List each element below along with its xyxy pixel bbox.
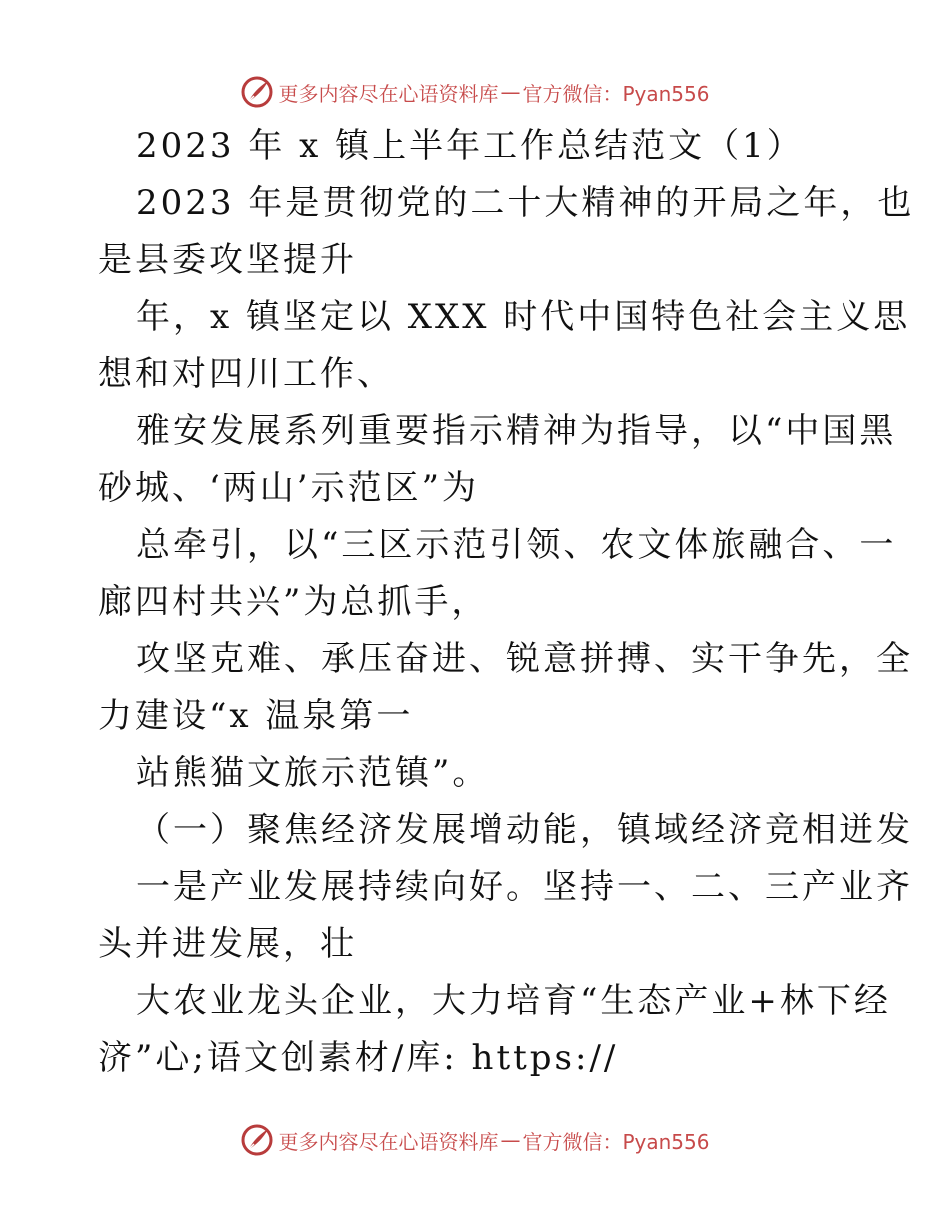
document-line: 廊四村共兴”为总抓手， (98, 582, 489, 622)
document-line: 总牵引，以“三区示范引领、农文体旅融合、一 (136, 525, 897, 565)
document-body (98, 118, 915, 1087)
document-line: 2023 年 x 镇上半年工作总结范文（1） (136, 126, 804, 166)
document-line: 站熊猫文旅示范镇”。 (136, 753, 490, 793)
document-line: （一）聚焦经济发展增动能，镇域经济竞相迸发 (136, 810, 913, 850)
watermark-text: 更多内容尽在心语资料库 (278, 1129, 499, 1154)
document-line: 是县委攻坚提升 (98, 240, 357, 280)
watermark-contact: 官方微信：Pyan556 (522, 1129, 710, 1154)
document-line: 攻坚克难、承压奋进、锐意拼搏、实干争先，全 (136, 639, 913, 679)
document-line: 头并进发展，壮 (98, 924, 357, 964)
document-line: 砂城、‘两山’示范区”为 (98, 468, 479, 508)
watermark-banner-bottom (0, 1120, 950, 1160)
quill-logo-icon (240, 1123, 274, 1157)
document-line: 一是产业发展持续向好。坚持一、二、三产业齐 (136, 867, 913, 907)
document-line: 年，x 镇坚定以 XXX 时代中国特色社会主义思 (136, 297, 911, 337)
watermark-banner-top (0, 72, 950, 112)
document-line: 力建设“x 温泉第一 (98, 696, 414, 736)
watermark-separator: — (500, 80, 521, 104)
quill-logo-icon (240, 75, 274, 109)
document-line: 想和对四川工作、 (98, 354, 394, 394)
document-line: 雅安发展系列重要指示精神为指导，以“中国黑 (136, 411, 897, 451)
watermark-text: 更多内容尽在心语资料库 (278, 81, 499, 106)
document-line: 大农业龙头企业，大力培育“生态产业+林下经 (136, 981, 891, 1021)
document-line: 济”心;语文创素材/库: https:// (98, 1038, 619, 1078)
document-line: 2023 年是贯彻党的二十大精神的开局之年，也 (136, 183, 915, 223)
watermark-contact: 官方微信：Pyan556 (522, 81, 710, 106)
watermark-separator: — (500, 1128, 521, 1152)
